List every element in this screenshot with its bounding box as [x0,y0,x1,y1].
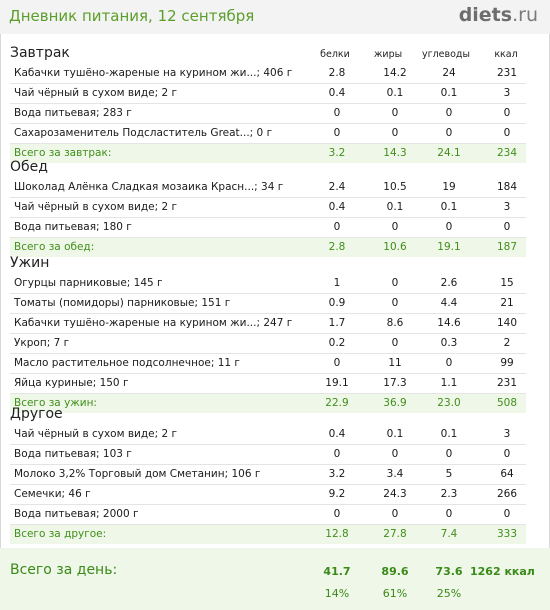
food-name: Кабачки тушёно-жареные на курином жи...; 406 г [14,67,293,79]
food-row[interactable] [10,465,526,485]
food-name: Яйца куриные; 150 г [14,377,129,389]
kcal-value: 0 [503,508,511,520]
food-row[interactable] [10,445,526,465]
food-row[interactable] [10,314,526,334]
col-header-fat: жиры [373,49,403,60]
fat-value: 0 [391,127,399,139]
carbs-value: 1.1 [440,377,458,389]
food-name: Чай чёрный в сухом виде; 2 г [14,201,177,213]
carbs-value: 0.1 [440,201,458,213]
section-header [0,158,550,178]
protein-value: 3.2 [328,468,346,480]
total-kcal: 333 [496,528,518,540]
protein-value: 0 [333,508,341,520]
kcal-value: 64 [500,468,514,480]
section-breakfast [0,44,550,163]
total-fat: 14.3 [383,147,407,159]
col-header-protein: белки [320,49,350,60]
day-total-label: Всего за день: [10,562,118,578]
total-kcal: 508 [496,397,518,409]
total-protein: 12.8 [325,528,349,540]
day-total-kcal: 1262 ккал [470,565,535,578]
food-name: Масло растительное подсолнечное; 11 г [14,357,240,369]
kcal-value: 0 [503,107,511,119]
col-header-kcal: ккал [494,49,518,60]
fat-value: 0.1 [386,201,404,213]
fat-value: 0 [391,277,399,289]
section-title: Ужин [10,255,50,271]
kcal-value: 231 [496,377,518,389]
food-name: Чай чёрный в сухом виде; 2 г [14,87,177,99]
protein-value: 0 [333,357,341,369]
protein-value: 1 [333,277,341,289]
protein-value: 0.4 [328,428,346,440]
protein-value: 0.4 [328,87,346,99]
carbs-value: 0 [445,127,453,139]
food-row[interactable] [10,374,526,394]
total-carbs: 23.0 [437,397,461,409]
section-header [0,254,550,274]
kcal-value: 266 [496,488,518,500]
fat-value: 17.3 [383,377,407,389]
total-kcal: 187 [496,241,518,253]
food-row[interactable] [10,104,526,124]
fat-value: 0 [391,107,399,119]
fat-value: 24.3 [383,488,407,500]
food-name: Семечки; 46 г [14,488,91,500]
total-kcal: 234 [496,147,518,159]
day-protein-percent: 14% [324,587,350,600]
fat-value: 0 [391,297,399,309]
total-label: Всего за завтрак: [14,147,112,159]
section-title: Завтрак [10,45,70,61]
protein-value: 2.4 [328,181,346,193]
protein-value: 1.7 [328,317,346,329]
total-label: Всего за другое: [14,528,107,540]
fat-value: 14.2 [383,67,407,79]
carbs-value: 5 [445,468,453,480]
carbs-value: 0.1 [440,87,458,99]
food-name: Томаты (помидоры) парниковые; 151 г [14,297,231,309]
food-row[interactable] [10,64,526,84]
food-name: Вода питьевая; 180 г [14,221,132,233]
total-carbs: 24.1 [437,147,461,159]
fat-value: 3.4 [386,468,404,480]
section-header [0,405,550,425]
total-protein: 2.8 [328,241,346,253]
header [0,0,550,34]
protein-value: 2.8 [328,67,346,79]
section-total-row [10,525,526,544]
food-name: Вода питьевая; 2000 г [14,508,139,520]
total-protein: 3.2 [328,147,346,159]
kcal-value: 3 [503,87,511,99]
total-fat: 36.9 [383,397,407,409]
food-name: Укроп; 7 г [14,337,70,349]
kcal-value: 2 [503,337,511,349]
kcal-value: 15 [500,277,514,289]
food-row[interactable] [10,334,526,354]
section-dinner [0,254,550,413]
protein-value: 0.4 [328,201,346,213]
section-title: Другое [10,406,63,422]
protein-value: 0.9 [328,297,346,309]
total-label: Всего за обед: [14,241,95,253]
carbs-value: 0 [445,508,453,520]
carbs-value: 0 [445,107,453,119]
kcal-value: 184 [496,181,518,193]
page-title: Дневник питания, 12 сентября [9,7,255,25]
food-row[interactable] [10,425,526,445]
total-carbs: 7.4 [440,528,458,540]
carbs-value: 0 [445,357,453,369]
day-fat-percent: 61% [382,587,408,600]
food-name: Вода питьевая; 103 г [14,448,132,460]
total-fat: 27.8 [383,528,407,540]
fat-value: 10.5 [383,181,407,193]
protein-value: 19.1 [325,377,349,389]
carbs-value: 0.3 [440,337,458,349]
food-name: Огурцы парниковые; 145 г [14,277,163,289]
carbs-value: 2.6 [440,277,458,289]
kcal-value: 0 [503,448,511,460]
food-row[interactable] [10,505,526,525]
fat-value: 0 [391,508,399,520]
food-row[interactable] [10,294,526,314]
food-row[interactable] [10,178,526,198]
total-carbs: 19.1 [437,241,461,253]
fat-value: 0 [391,337,399,349]
fat-value: 11 [388,357,402,369]
kcal-value: 99 [500,357,514,369]
carbs-value: 24 [442,67,456,79]
fat-value: 0 [391,221,399,233]
fat-value: 0.1 [386,428,404,440]
logo-domain: .ru [512,4,538,26]
kcal-value: 3 [503,428,511,440]
carbs-value: 0 [445,448,453,460]
food-row[interactable] [10,485,526,505]
day-total-protein: 41.7 [323,565,351,578]
carbs-value: 0.1 [440,428,458,440]
food-row[interactable] [10,274,526,294]
protein-value: 0 [333,221,341,233]
carbs-value: 19 [442,181,456,193]
carbs-value: 4.4 [440,297,458,309]
food-row[interactable] [10,354,526,374]
food-row[interactable] [10,124,526,144]
kcal-value: 21 [500,297,514,309]
carbs-value: 0 [445,221,453,233]
protein-value: 9.2 [328,488,346,500]
kcal-value: 231 [496,67,518,79]
section-other [0,405,550,544]
section-header [0,44,550,64]
carbs-value: 2.3 [440,488,458,500]
carbs-value: 14.6 [437,317,461,329]
total-fat: 10.6 [383,241,407,253]
food-name: Шоколад Алёнка Сладкая мозаика Красн...; 34 г [14,181,284,193]
fat-value: 0.1 [386,87,404,99]
kcal-value: 0 [503,127,511,139]
total-label: Всего за ужин: [14,397,97,409]
total-protein: 22.9 [325,397,349,409]
food-name: Кабачки тушёно-жареные на курином жи...; 247 г [14,317,293,329]
fat-value: 8.6 [386,317,404,329]
food-name: Чай чёрный в сухом виде; 2 г [14,428,177,440]
food-row[interactable] [10,198,526,218]
food-name: Сахарозаменитель Подсластитель Great...; 0 г [14,127,273,139]
day-carbs-percent: 25% [436,587,462,600]
protein-value: 0.2 [328,337,346,349]
fat-value: 0 [391,448,399,460]
section-title: Обед [10,159,48,175]
food-name: Вода питьевая; 283 г [14,107,132,119]
food-row[interactable] [10,84,526,104]
protein-value: 0 [333,107,341,119]
protein-value: 0 [333,448,341,460]
protein-value: 0 [333,127,341,139]
day-total-fat: 89.6 [381,565,409,578]
food-row[interactable] [10,218,526,238]
day-total-panel [0,548,550,610]
kcal-value: 140 [496,317,518,329]
food-name: Молоко 3,2% Торговый дом Сметанин; 106 г [14,468,261,480]
col-header-carbs: углеводы [421,49,470,60]
site-logo[interactable] [459,4,538,26]
section-lunch [0,158,550,257]
kcal-value: 3 [503,201,511,213]
day-total-carbs: 73.6 [435,565,463,578]
kcal-value: 0 [503,221,511,233]
logo-main: diets [458,4,513,26]
